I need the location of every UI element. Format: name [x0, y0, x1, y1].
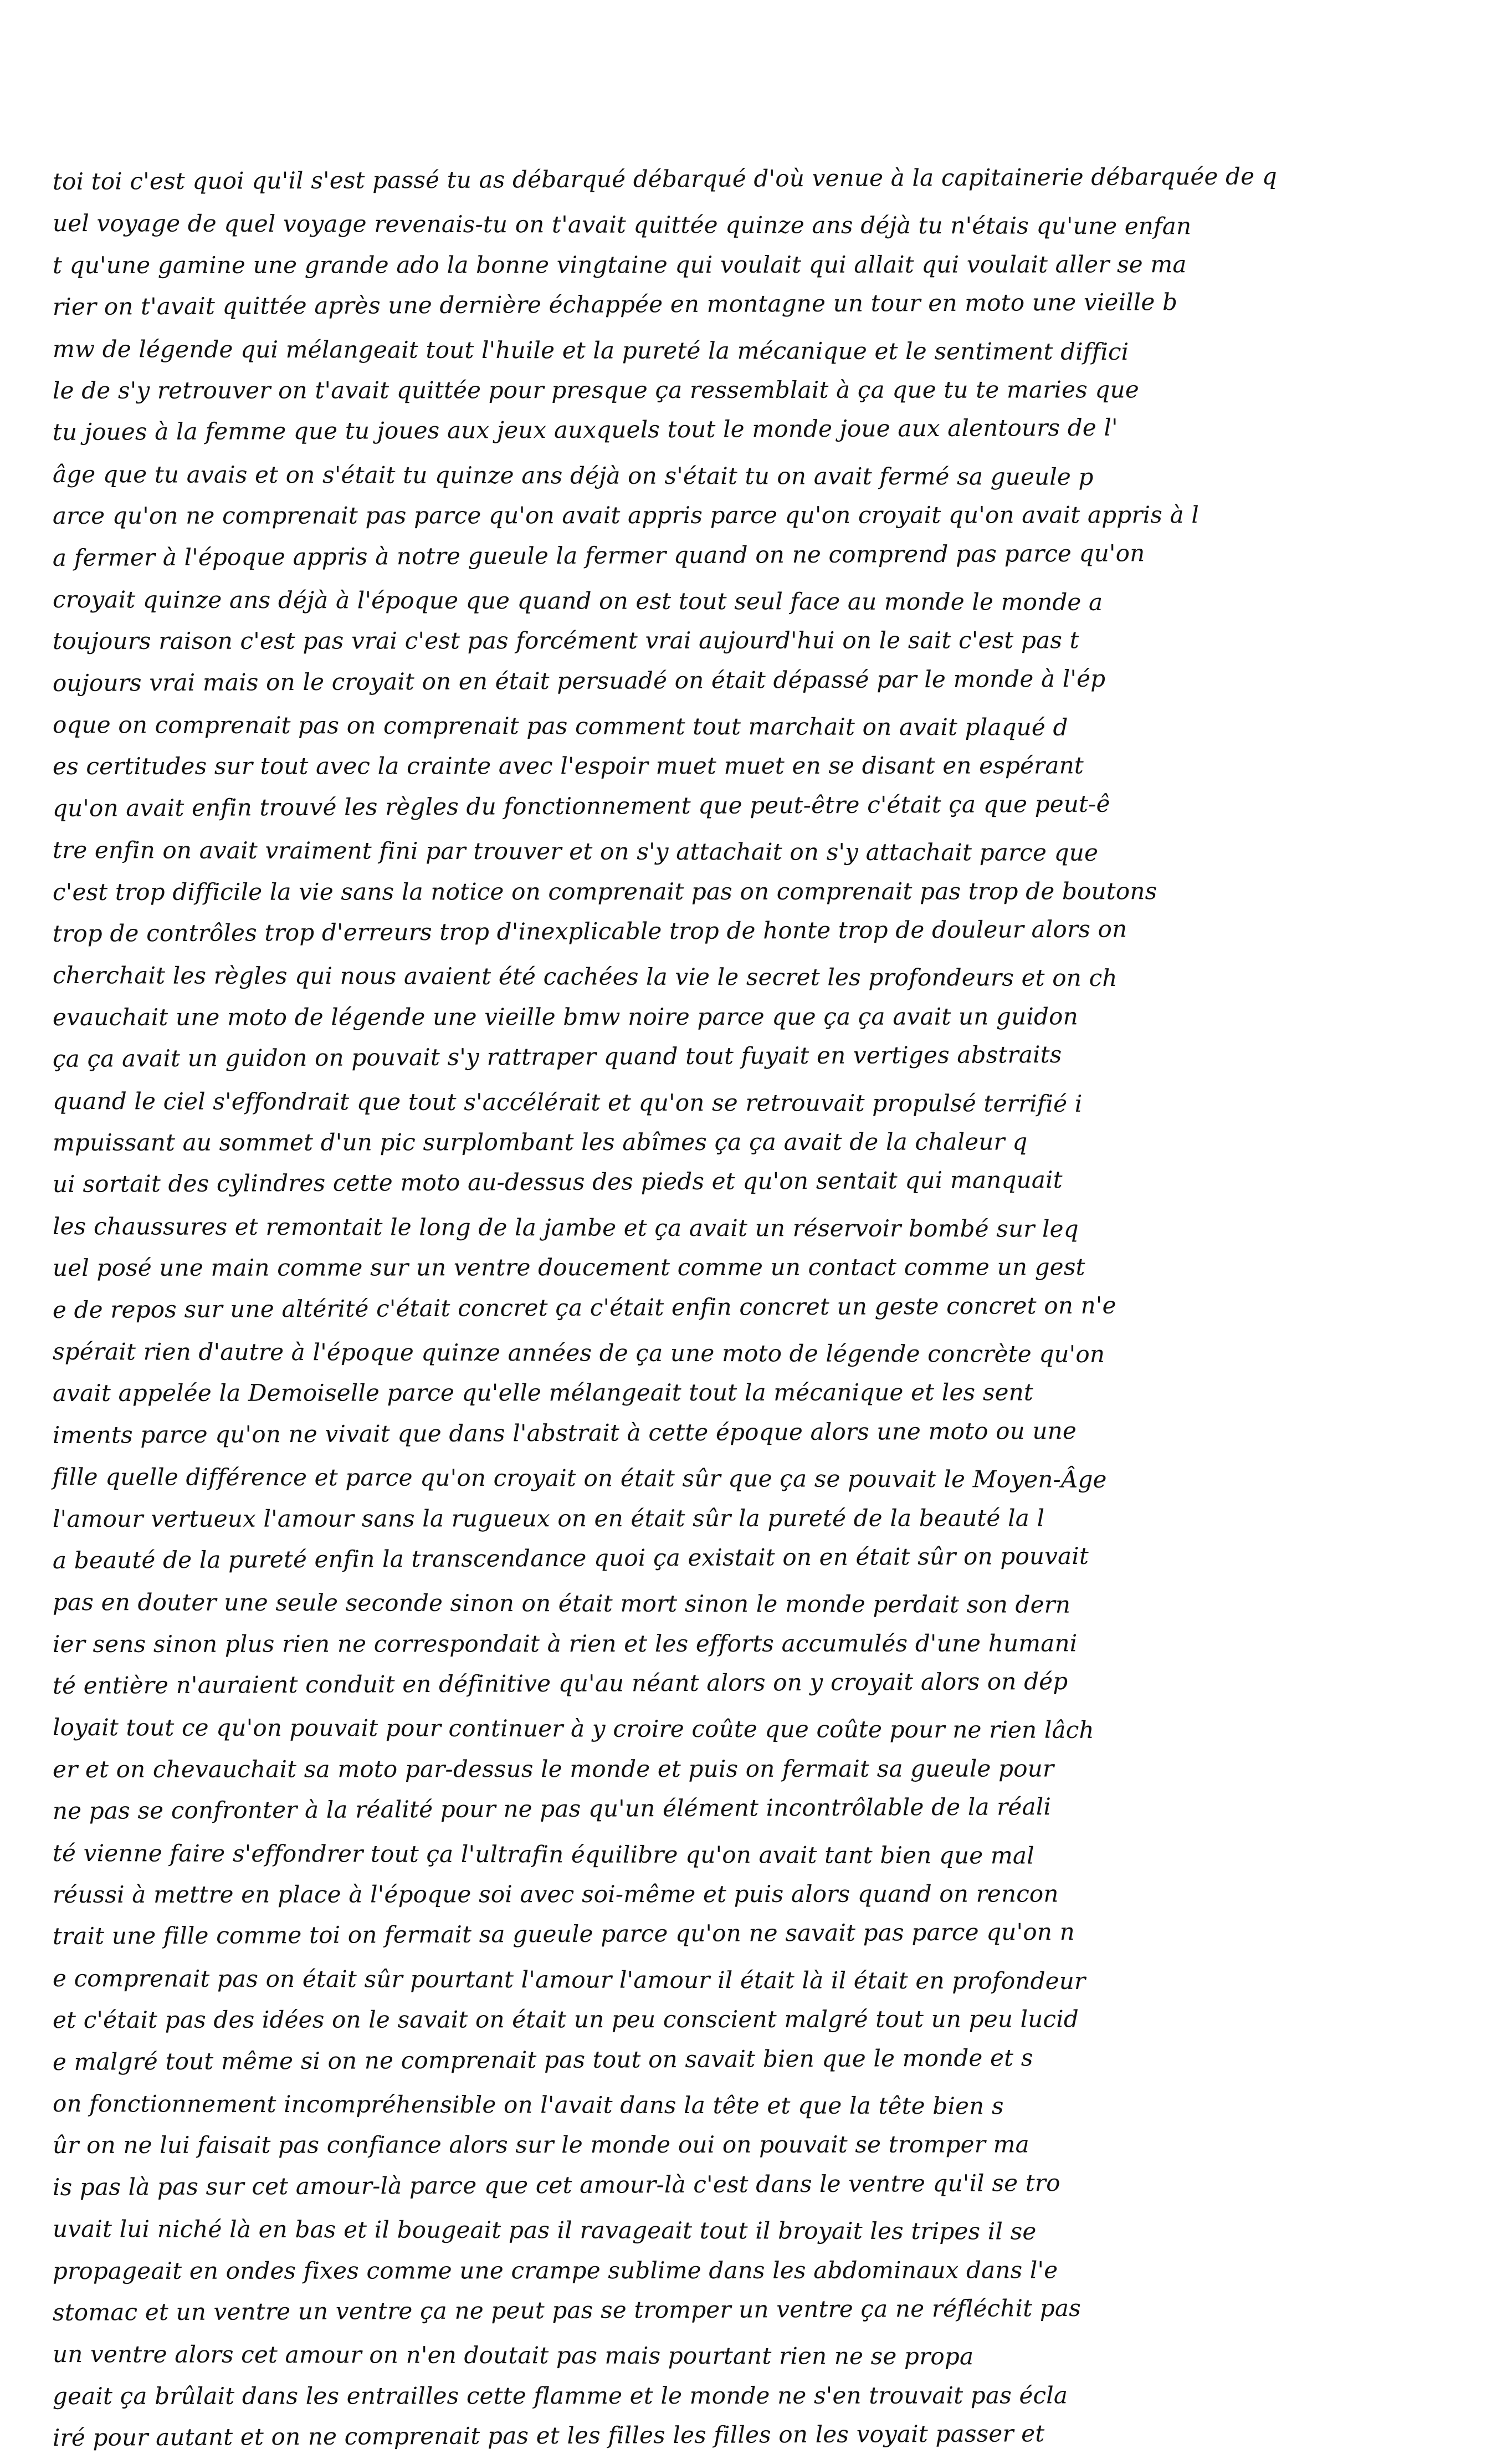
text-line: trop de contrôles trop d'erreurs trop d'inexplicable trop de honte trop de douleur alors on	[52, 915, 1127, 948]
text-line: ça ça avait un guidon on pouvait s'y rattraper quand tout fuyait en vertiges abstraits	[52, 1041, 1062, 1073]
text-line: is pas là pas sur cet amour-là parce que cet amour-là c'est dans le ventre qu'il se tro	[52, 2169, 1060, 2201]
text-line: uvait lui niché là en bas et il bougeait pas il ravageait tout il broyait les tripes il se	[52, 2215, 1037, 2245]
text-line: pas en douter une seule seconde sinon on était mort sinon le monde perdait son dern	[52, 1588, 1071, 1619]
text-line: uel voyage de quel voyage revenais-tu on t'avait quittée quinze ans déjà tu n'étais qu'une enfan	[52, 209, 1192, 240]
text-line: c'est trop difficile la vie sans la notice on comprenait pas on comprenait pas trop de boutons	[52, 877, 1157, 906]
text-line: toi toi c'est quoi qu'il s'est passé tu as débarqué débarqué d'où venue à la capitainerie débarquée de q	[52, 162, 1277, 195]
text-line: arce qu'on ne comprenait pas parce qu'on avait appris parce qu'on croyait qu'on avait appris à l	[52, 501, 1200, 530]
text-line: tu joues à la femme que tu joues aux jeux auxquels tout le monde joue aux alentours de l'	[52, 413, 1118, 446]
text-line: té entière n'auraient conduit en définitive qu'au néant alors on y croyait alors on dép	[52, 1668, 1068, 1700]
text-line: propageait en ondes fixes comme une crampe sublime dans les abdominaux dans l'e	[52, 2256, 1058, 2284]
handwritten-text	[53, 161, 1463, 2458]
text-line: ier sens sinon plus rien ne correspondait à rien et les efforts accumulés d'une humani	[52, 1629, 1078, 1658]
text-line: âge que tu avais et on s'était tu quinze ans déjà on s'était tu on avait fermé sa gueule p	[52, 460, 1094, 490]
text-line: rier on t'avait quittée après une dernière échappée en montagne un tour en moto une vieille b	[52, 288, 1178, 321]
text-line: les chaussures et remontait le long de la jambe et ça avait un réservoir bombé sur leq	[52, 1212, 1079, 1243]
text-line: ûr on ne lui faisait pas confiance alors sur le monde oui on pouvait se tromper ma	[52, 2130, 1029, 2159]
text-line: geait ça brûlait dans les entrailles cette flamme et le monde ne s'en trouvait pas écla	[52, 2381, 1068, 2410]
text-line: er et on chevauchait sa moto par-dessus le monde et puis on fermait sa gueule pour	[52, 1755, 1054, 1783]
text-line: uel posé une main comme sur un ventre doucement comme un contact comme un gest	[52, 1253, 1085, 1282]
text-line: ui sortait des cylindres cette moto au-dessus des pieds et qu'on sentait qui manquait	[52, 1166, 1063, 1198]
text-line: fille quelle différence et parce qu'on croyait on était sûr que ça se pouvait le Moyen-Âge	[52, 1463, 1107, 1494]
text-line: toujours raison c'est pas vrai c'est pas forcément vrai aujourd'hui on le sait c'est pas t	[52, 626, 1079, 655]
text-line: e malgré tout même si on ne comprenait pas tout on savait bien que le monde et s	[52, 2043, 1033, 2075]
text-line: et c'était pas des idées on le savait on était un peu conscient malgré tout un peu lucid	[52, 2005, 1079, 2034]
text-line: tre enfin on avait vraiment fini par trouver et on s'y attachait on s'y attachait parce que	[52, 836, 1099, 867]
text-line: evauchait une moto de légende une vieille bmw noire parce que ça ça avait un guidon	[52, 1003, 1078, 1031]
text-line: trait une fille comme toi on fermait sa gueule parce qu'on ne savait pas parce qu'on n	[52, 1918, 1075, 1950]
text-line: réussi à mettre en place à l'époque soi avec soi-même et puis alors quand on rencon	[52, 1880, 1059, 1909]
text-line: oujours vrai mais on le croyait on en était persuadé on était dépassé par le monde à l'ép	[52, 664, 1106, 697]
text-line: oque on comprenait pas on comprenait pas comment tout marchait on avait plaqué d	[52, 711, 1068, 741]
text-line: qu'on avait enfin trouvé les règles du fonctionnement que peut-être c'était ça que peut-ê	[52, 790, 1110, 822]
text-line: l'amour vertueux l'amour sans la rugueux on en était sûr la pureté de la beauté la l	[52, 1504, 1045, 1532]
text-line: té vienne faire s'effondrer tout ça l'ultrafin équilibre qu'on avait tant bien que mal	[52, 1839, 1034, 1869]
text-line: un ventre alors cet amour on n'en doutait pas mais pourtant rien ne se propa	[52, 2340, 974, 2370]
text-line: stomac et un ventre un ventre ça ne peut pas se tromper un ventre ça ne réfléchit pas	[52, 2294, 1082, 2326]
text-line: mw de légende qui mélangeait tout l'huile et la pureté la mécanique et le sentiment diffici	[52, 335, 1129, 365]
text-line: iments parce qu'on ne vivait que dans l'abstrait à cette époque alors une moto ou une	[52, 1417, 1077, 1449]
text-line: t qu'une gamine une grande ado la bonne vingtaine qui voulait qui allait qui voulait aller se ma	[52, 250, 1187, 279]
text-line: loyait tout ce qu'on pouvait pour continuer à y croire coûte que coûte pour ne rien lâch	[52, 1714, 1094, 1744]
text-line: ne pas se confronter à la réalité pour ne pas qu'un élément incontrôlable de la réali	[52, 1793, 1052, 1825]
text-line: le de s'y retrouver on t'avait quittée pour presque ça ressemblait à ça que tu te maries que	[52, 376, 1139, 404]
text-line: cherchait les règles qui nous avaient été cachées la vie le secret les profondeurs et on ch	[52, 962, 1118, 992]
text-line: on fonctionnement incompréhensible on l'avait dans la tête et que la tête bien s	[52, 2089, 1004, 2120]
text-line: croyait quinze ans déjà à l'époque que quand on est tout seul face au monde le monde a	[52, 585, 1103, 616]
text-line: quand le ciel s'effondrait que tout s'accélérait et qu'on se retrouvait propulsé terrifié i	[52, 1087, 1083, 1117]
text-line: a fermer à l'époque appris à notre gueule la fermer quand on ne comprend pas parce qu'on	[52, 539, 1145, 571]
text-line: mpuissant au sommet d'un pic surplombant les abîmes ça ça avait de la chaleur q	[52, 1128, 1028, 1156]
text-line: a beauté de la pureté enfin la transcendance quoi ça existait on en était sûr on pouvait	[52, 1542, 1089, 1574]
text-line: iré pour autant et on ne comprenait pas et les filles les filles on les voyait passer et	[52, 2420, 1045, 2452]
text-line: e de repos sur une altérité c'était concret ça c'était enfin concret un geste concret on n'e	[52, 1291, 1116, 1323]
text-line: spérait rien d'autre à l'époque quinze années de ça une moto de légende concrète qu'on	[52, 1337, 1105, 1368]
text-line: avait appelée la Demoiselle parce qu'elle mélangeait tout la mécanique et les sent	[52, 1378, 1033, 1407]
text-line: es certitudes sur tout avec la crainte avec l'espoir muet muet en se disant en espérant	[52, 751, 1084, 780]
text-line: e comprenait pas on était sûr pourtant l'amour l'amour il était là il était en profondeur	[52, 1964, 1086, 1995]
